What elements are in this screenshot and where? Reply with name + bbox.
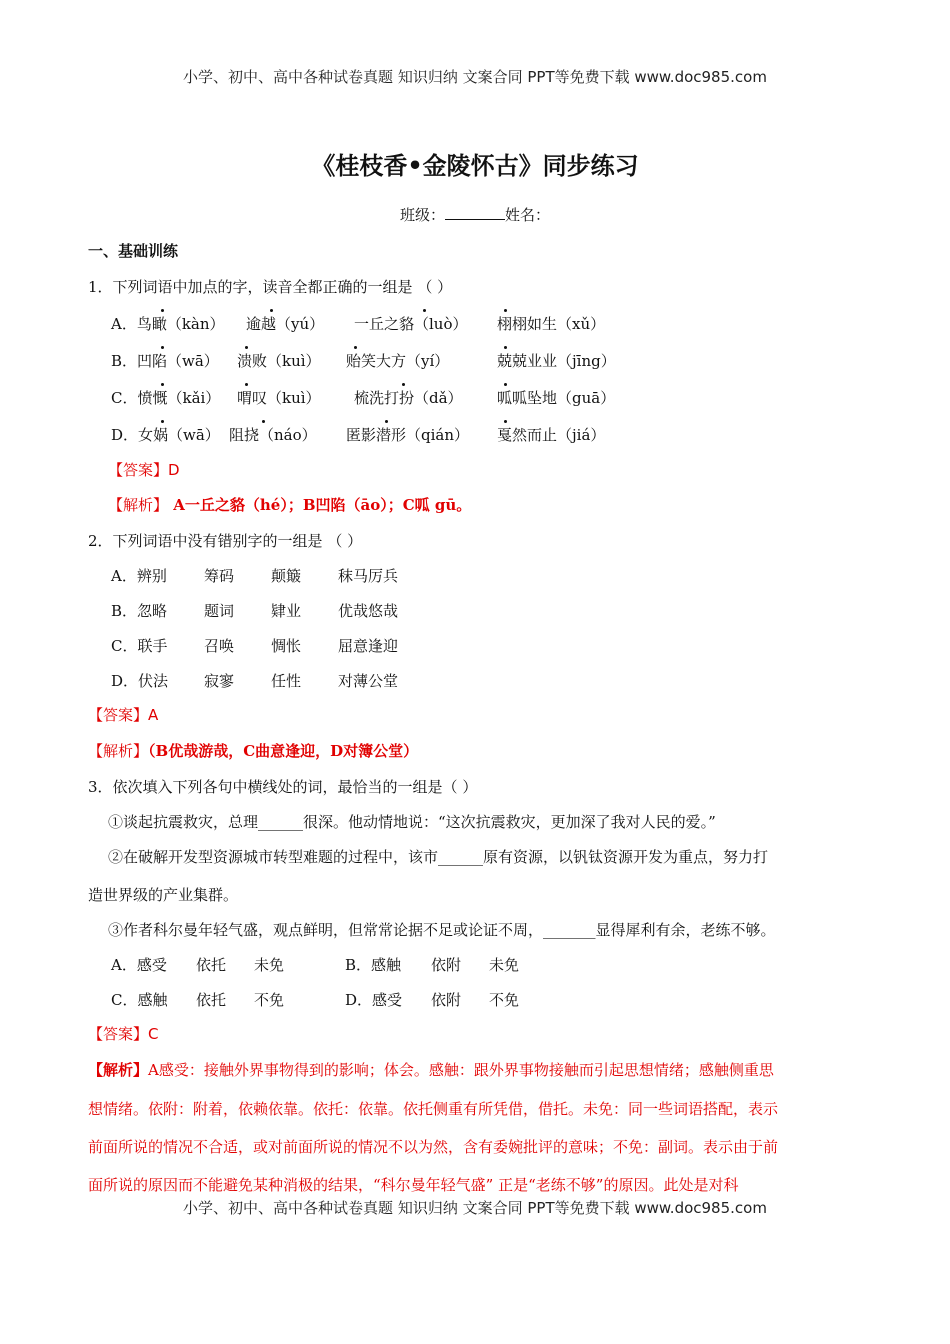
- emphasis-dot: [504, 346, 507, 349]
- q2-d-word-3: 任性: [271, 672, 302, 690]
- emphasis-dot: [385, 420, 388, 423]
- q3-analysis-line-2: 想情绪。依附：附着，依赖依靠。依托：依靠。依托侧重有所凭借，借托。未免：同一些词语搭配，表示: [88, 1100, 779, 1118]
- q2-c-word-4: 屈意逢迎: [338, 637, 399, 655]
- q2-b-word-4: 优哉悠哉: [338, 602, 399, 620]
- q2-b-word-1: B．忽略: [111, 602, 168, 620]
- emphasis-dot: [402, 383, 405, 386]
- q1-option-row-d: [0, 424, 950, 446]
- q2-b-word-3: 肄业: [271, 602, 302, 620]
- emphasis-dot: [423, 309, 426, 312]
- q2-d-word-4: 对薄公堂: [338, 672, 399, 690]
- q2-a-word-1: A．辨别: [111, 567, 167, 585]
- q3-b-word-3: 未免: [489, 956, 520, 974]
- emphasis-dot: [161, 309, 164, 312]
- class-blank: [445, 205, 505, 220]
- q2-b-word-2: 题词: [204, 602, 235, 620]
- question-3-stem: 3．依次填入下列各句中横线处的词，最恰当的一组是（ ）: [88, 778, 478, 796]
- q3-a-word-3: 未免: [254, 956, 285, 974]
- q1-d-word-4: 戛然而止（jiá）: [497, 426, 606, 444]
- footer-banner: 小学、初中、高中各种试卷真题 知识归纳 文案合同 PPT等免费下载 www.doc985.com: [183, 1199, 767, 1217]
- q3-a-word-2: 依托: [196, 956, 227, 974]
- q3-option-row-2: [0, 989, 950, 1011]
- q3-sentence-2: ②在破解开发型资源城市转型难题的过程中，该市______原有资源，以钒钛资源开发为重点，努力打: [108, 848, 769, 866]
- q2-option-row-a: [0, 565, 950, 587]
- q2-answer: 【答案】A: [88, 706, 159, 724]
- question-1-stem: 1．下列词语中加点的字，读音全都正确的一组是 （ ）: [88, 278, 453, 296]
- q3-d-word-1: D．感受: [345, 991, 403, 1009]
- q3-sentence-3: ③作者科尔曼年轻气盛，观点鲜明，但常常论据不足或论证不周，_______显得犀利有余，老练不够。: [108, 921, 776, 939]
- class-label: 班级：: [399, 206, 445, 224]
- q1-d-word-1: D．女娲（wā）: [111, 426, 220, 444]
- q3-analysis-label: 【解析】: [88, 1061, 149, 1079]
- question-2-stem: 2．下列词语中没有错别字的一组是 （ ）: [88, 532, 363, 550]
- q1-b-word-1: B．凹陷（wā）: [111, 352, 219, 370]
- q3-c-word-3: 不免: [254, 991, 285, 1009]
- student-info-line: [0, 204, 950, 225]
- q1-a-word-1: A．鸟瞰（kàn）: [111, 315, 225, 333]
- emphasis-dot: [270, 309, 273, 312]
- emphasis-dot: [245, 383, 248, 386]
- q2-analysis: [88, 740, 418, 761]
- q3-d-word-2: 依附: [431, 991, 462, 1009]
- q2-a-word-2: 筹码: [204, 567, 235, 585]
- q2-d-word-1: D．伏法: [111, 672, 169, 690]
- q1-b-word-2: 溃败（kuì）: [237, 352, 321, 370]
- emphasis-dot: [504, 309, 507, 312]
- q1-d-word-2: 阻挠（náo）: [229, 426, 317, 444]
- q2-c-word-2: 召唤: [204, 637, 235, 655]
- q1-b-word-3: 贻笑大方（yí）: [346, 352, 450, 370]
- q3-analysis-line-3: 前面所说的情况不合适，或对前面所说的情况不以为然，含有委婉批评的意味；不免：副词。表示由于前: [88, 1138, 779, 1156]
- emphasis-dot: [354, 346, 357, 349]
- emphasis-dot: [161, 420, 164, 423]
- q3-option-row-1: [0, 954, 950, 976]
- q1-c-word-1: C．愤慨（kǎi）: [111, 389, 221, 407]
- q1-analysis: [108, 494, 471, 515]
- emphasis-dot: [262, 420, 265, 423]
- page-title: 《桂枝香•金陵怀古》同步练习: [311, 151, 639, 180]
- q3-analysis-line-1: [88, 1059, 774, 1080]
- section-heading: 一、基础训练: [88, 242, 179, 260]
- q1-b-word-4: 兢兢业业（jīng）: [497, 352, 616, 370]
- q2-analysis-label: 【解析】: [88, 742, 149, 760]
- emphasis-dot: [161, 383, 164, 386]
- q1-option-row-b: [0, 350, 950, 372]
- q2-analysis-text: （B优哉游哉，C曲意逢迎，D对簿公堂）: [148, 742, 419, 760]
- q3-sentence-1: ①谈起抗震救灾，总理______很深。他动情地说：“这次抗震救灾，更加深了我对人民的爱。”: [108, 813, 716, 831]
- q2-c-word-1: C．联手: [111, 637, 168, 655]
- q3-answer: 【答案】C: [88, 1025, 159, 1043]
- q2-a-word-4: 秣马厉兵: [338, 567, 399, 585]
- q1-c-word-3: 梳洗打扮（dǎ）: [354, 389, 463, 407]
- emphasis-dot: [161, 346, 164, 349]
- q3-c-word-1: C．感触: [111, 991, 168, 1009]
- q2-option-row-d: [0, 670, 950, 692]
- q3-b-word-2: 依附: [431, 956, 462, 974]
- q2-d-word-2: 寂寥: [204, 672, 235, 690]
- q3-b-word-1: B．感触: [345, 956, 402, 974]
- q3-c-word-2: 依托: [196, 991, 227, 1009]
- q2-a-word-3: 颠簸: [271, 567, 302, 585]
- q1-answer: 【答案】D: [108, 461, 180, 479]
- q2-option-row-c: [0, 635, 950, 657]
- q1-a-word-4: 栩栩如生（xǔ）: [497, 315, 606, 333]
- q3-sentence-2-cont: 造世界级的产业集群。: [88, 886, 239, 904]
- q3-analysis-text-1: A感受：接触外界事物得到的影响；体会。感触：跟外界事物接触而引起思想情绪；感触侧重思: [148, 1061, 774, 1079]
- q1-c-word-4: 呱呱坠地（guā）: [497, 389, 616, 407]
- top-banner: 小学、初中、高中各种试卷真题 知识归纳 文案合同 PPT等免费下载 www.doc985.com: [183, 68, 767, 86]
- q3-a-word-1: A．感受: [111, 956, 167, 974]
- q2-option-row-b: [0, 600, 950, 622]
- q1-option-row-a: [0, 313, 950, 335]
- emphasis-dot: [245, 346, 248, 349]
- name-label: 姓名：: [505, 206, 551, 224]
- q3-analysis-line-4: 面所说的原因而不能避免某种消极的结果，“科尔曼年轻气盛” 正是“老练不够”的原因。此处是对科: [88, 1176, 739, 1194]
- q1-analysis-text: A一丘之貉（hé）；B凹陷（āo）；C呱 gū。: [168, 496, 472, 514]
- q1-d-word-3: 匿影潜形（qián）: [346, 426, 470, 444]
- q1-analysis-label: 【解析】: [108, 496, 169, 514]
- emphasis-dot: [504, 420, 507, 423]
- q3-d-word-3: 不免: [489, 991, 520, 1009]
- emphasis-dot: [504, 383, 507, 386]
- q1-a-word-3: 一丘之貉（luò）: [354, 315, 468, 333]
- q1-a-word-2: 逾越（yú）: [246, 315, 325, 333]
- q1-option-row-c: [0, 387, 950, 409]
- q2-c-word-3: 惆怅: [271, 637, 302, 655]
- q1-c-word-2: 喟叹（kuì）: [237, 389, 321, 407]
